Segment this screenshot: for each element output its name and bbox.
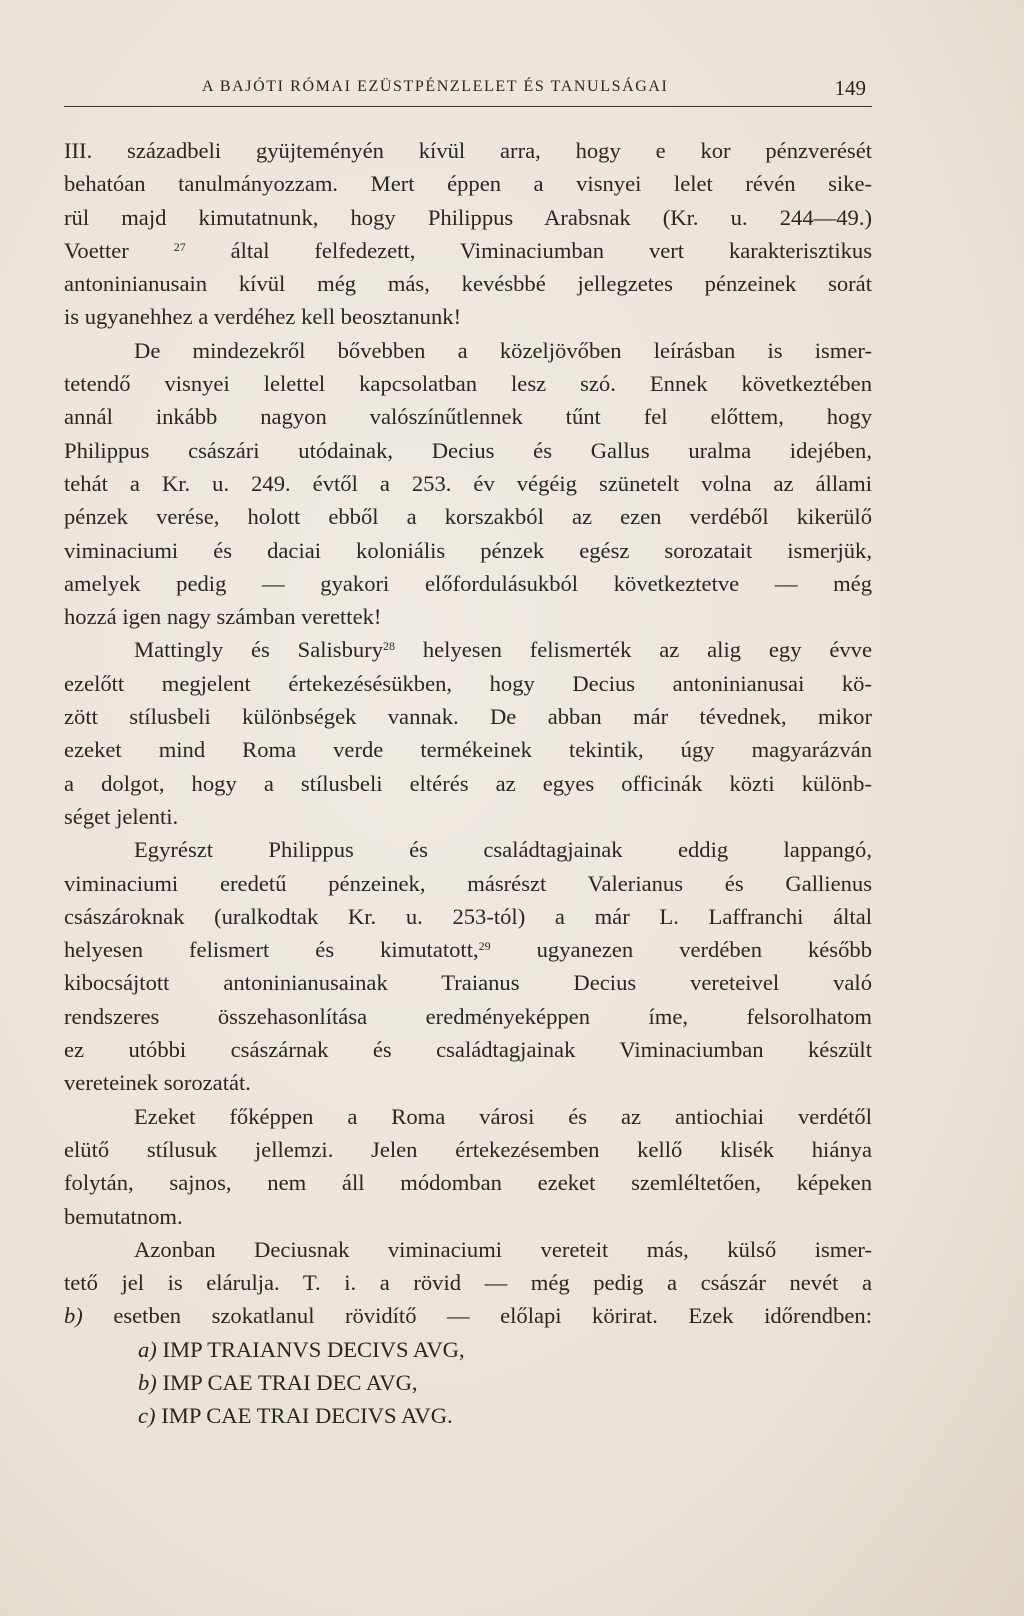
text-line: folytán, sajnos, nem áll módomban ezeket szemléltetően, képeken bbox=[64, 1170, 872, 1196]
footnote-ref: 28 bbox=[383, 639, 395, 654]
text-fragment: helyesen felismert és kimutatott, bbox=[64, 937, 479, 963]
list-item bbox=[138, 1366, 872, 1399]
text-line: Ezeket főképpen a Roma városi és az antiochiai verdétől bbox=[134, 1103, 872, 1129]
footnote-ref: 27 bbox=[173, 239, 186, 254]
text-fragment: esetben szokatlanul rövidítő — előlapi körirat. Ezek időrendben: bbox=[113, 1303, 872, 1329]
text-line: ezelőtt megjelent értekezésésükben, hogy Decius antoninianusai kö- bbox=[64, 670, 872, 696]
list-item-text: IMP CAE TRAI DECIVS AVG. bbox=[161, 1403, 453, 1429]
running-head: A BAJÓTI RÓMAI EZÜSTPÉNZLELET ÉS TANULSÁGAI bbox=[202, 78, 669, 95]
text-fragment: ugyanezen verdében később bbox=[536, 937, 872, 963]
list-item bbox=[138, 1333, 872, 1366]
text-line: is ugyanehhez a verdéhez kell beosztanunk! bbox=[64, 304, 462, 330]
text-line: pénzek verése, holott ebből a korszakból az ezen verdéből kikerülő bbox=[64, 504, 872, 530]
text-line: Philippus császári utódainak, Decius és Gallus uralma idejében, bbox=[64, 437, 872, 463]
text-fragment: helyesen felismerték az alig egy évve bbox=[422, 637, 872, 663]
text-line: ezeket mind Roma verde termékeinek tekintik, úgy magyarázván bbox=[64, 737, 872, 763]
text-line: ez utóbbi császárnak és családtagjainak Viminaciumban készült bbox=[64, 1037, 872, 1063]
text-line: viminaciumi eredetű pénzeinek, másrészt Valerianus és Gallienus bbox=[64, 870, 872, 896]
text-line: antoninianusain kívül még más, kevésbbé jellegzetes pénzeinek sorát bbox=[64, 271, 872, 297]
text-line: De mindezekről bővebben a közeljövőben leírásban is ismer- bbox=[134, 337, 872, 363]
list-item-text: IMP TRAIANVS DECIVS AVG, bbox=[162, 1336, 465, 1362]
text-line: Azonban Deciusnak viminaciumi vereteit más, külső ismer- bbox=[134, 1236, 872, 1262]
text-line: séget jelenti. bbox=[64, 803, 179, 829]
list-item bbox=[138, 1399, 872, 1432]
text-line: elütő stílusuk jellemzi. Jelen értekezésemben kellő klisék hiánya bbox=[64, 1136, 872, 1162]
text-line bbox=[64, 633, 872, 666]
text-line: hozzá igen nagy számban verettek! bbox=[64, 604, 382, 630]
text-line: tetendő visnyei lelettel kapcsolatban lesz szó. Ennek következtében bbox=[64, 371, 872, 397]
footnote-ref: 29 bbox=[478, 939, 491, 954]
text-line: viminaciumi és daciai koloniális pénzek egész sorozatait ismerjük, bbox=[64, 537, 872, 563]
text-line bbox=[64, 1299, 872, 1332]
text-line: vereteinek sorozatát. bbox=[64, 1070, 251, 1096]
text-line: rendszeres összehasonlítása eredményeképpen íme, felsorolhatom bbox=[64, 1003, 872, 1029]
text-line: amelyek pedig — gyakori előfordulásukból következtetve — még bbox=[64, 570, 872, 596]
author-name: Voetter bbox=[64, 237, 129, 263]
page-number: 149 bbox=[834, 76, 866, 100]
text-line: a dolgot, hogy a stílusbeli eltérés az egyes officinák közti különb- bbox=[64, 770, 872, 796]
legend-list bbox=[138, 1333, 872, 1433]
text-line: behatóan tanulmányozzam. Mert éppen a visnyei lelet révén sike- bbox=[64, 171, 872, 197]
text-fragment: által felfedezett, Viminaciumban vert karakterisztikus bbox=[230, 237, 872, 263]
text-line: rül majd kimutatnunk, hogy Philippus Arabsnak (Kr. u. 244—49.) bbox=[64, 204, 872, 230]
text-line: kibocsájtott antoninianusainak Traianus Decius vereteivel való bbox=[64, 970, 872, 996]
text-fragment: Mattingly és Salisbury bbox=[134, 637, 383, 663]
text-line: annál inkább nagyon valószínűtlennek tűnt fel előttem, hogy bbox=[64, 404, 872, 430]
list-item-label: c) bbox=[138, 1403, 156, 1429]
body-text bbox=[64, 134, 872, 1433]
page-header bbox=[64, 76, 872, 107]
text-line bbox=[64, 933, 872, 966]
text-line bbox=[64, 234, 872, 267]
list-item-label: a) bbox=[138, 1336, 157, 1362]
text-line: bemutatnom. bbox=[64, 1203, 183, 1229]
list-item-label: b) bbox=[138, 1369, 157, 1395]
text-line: császároknak (uralkodtak Kr. u. 253-tól) a már L. Laffranchi által bbox=[64, 903, 872, 929]
text-line: tehát a Kr. u. 249. évtől a 253. év végéig szünetelt volna az állami bbox=[64, 470, 872, 496]
text-line: III. századbeli gyüjteményén kívül arra, hogy e kor pénzverését bbox=[64, 138, 872, 163]
text-line: zött stílusbeli különbségek vannak. De abban már tévednek, mikor bbox=[64, 704, 872, 730]
text-line: Egyrészt Philippus és családtagjainak eddig lappangó, bbox=[134, 837, 872, 863]
text-line: tető jel is elárulja. T. i. a rövid — még pedig a császár nevét a bbox=[64, 1270, 872, 1296]
list-item-text: IMP CAE TRAI DEC AVG, bbox=[162, 1369, 418, 1395]
legend-ref: b) bbox=[64, 1303, 83, 1329]
